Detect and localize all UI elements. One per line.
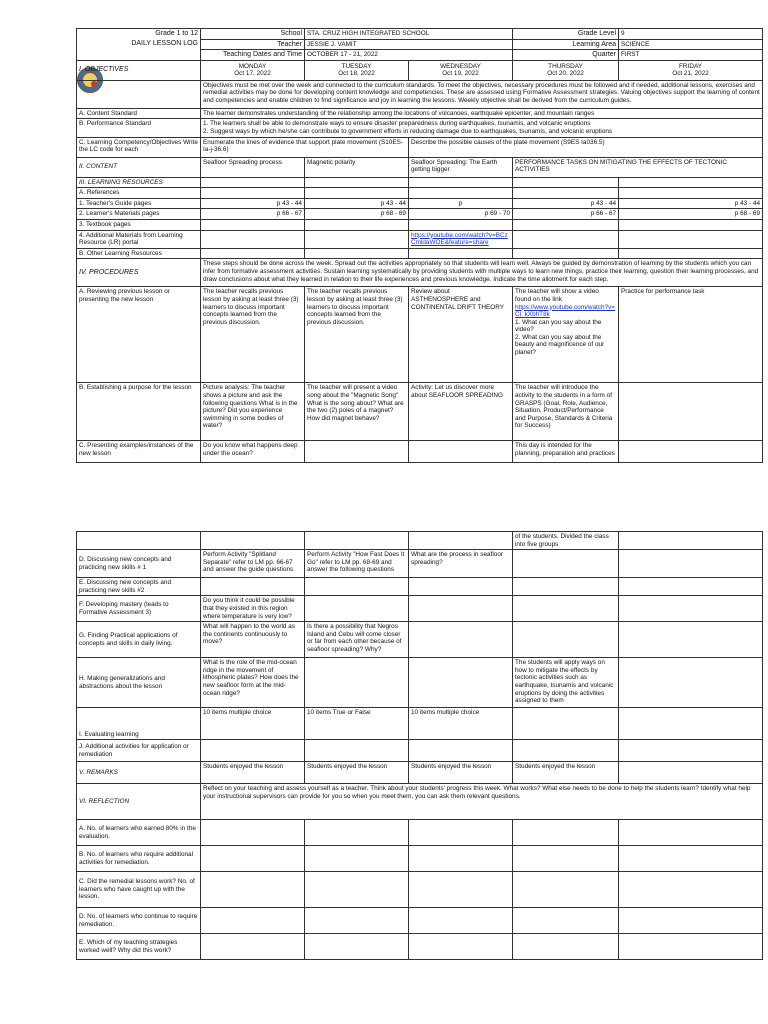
refl-d-wed (409, 908, 513, 934)
quarter-label: Quarter (513, 50, 619, 61)
day-thursday: THURSDAY Oct 20, 2022 (513, 60, 619, 80)
review-tue: The teacher recalls previous lesson by asking at least three (3) learners to discuss important concepts learned from the previous discussion. (305, 287, 409, 383)
remarks-mon: Students enjoyed the lesson (201, 762, 305, 784)
practical-wed (409, 622, 513, 658)
resources-cell-mon (201, 177, 305, 188)
day-tuesday: TUESDAY Oct 18, 2022 (305, 60, 409, 80)
refl-c-mon (201, 872, 305, 908)
references-cell-wed (409, 188, 513, 199)
resources-label: III. LEARNING RESOURCES (77, 177, 201, 188)
content-mon: Seafloor Spreading process (201, 157, 305, 177)
grade-level-value: 9 (619, 29, 763, 40)
reflection-label: VI. REFLECTION (77, 784, 201, 820)
textbook-cell-fri (619, 219, 763, 230)
refl-a-tue (305, 820, 409, 846)
day-wednesday: WEDNESDAY Oct 19, 2022 (409, 60, 513, 80)
day-monday: MONDAY Oct 17, 2022 (201, 60, 305, 80)
presenting-wed (409, 441, 513, 463)
lr-cell-tue (305, 230, 409, 248)
purpose-thu: The teacher will introduce the activity to the students in a form of GRASPS (Goal, Role, Audience, Situation, Product/Performance and Purpose, Standards & Criteria for Success) (513, 383, 619, 441)
references-cell-mon (201, 188, 305, 199)
refl-c-wed (409, 872, 513, 908)
textbook-cell-thu (513, 219, 619, 230)
remarks-thu: Students enjoyed the lesson (513, 762, 619, 784)
review-video-link[interactable]: https://www.youtube.com/watch?v=Cl_kXbhT8k (515, 303, 616, 319)
discussing1-tue: Perform Activity "How Fast Does It Go" refer to LM pp. 68-69 and answer the following questions (305, 550, 409, 578)
refl-b-wed (409, 846, 513, 872)
learning-area-value: SCIENCE (619, 39, 763, 50)
mastery-fri (619, 596, 763, 622)
additional-thu (513, 740, 619, 762)
school-value: STA. CRUZ HIGH INTEGRATED SCHOOL (305, 29, 513, 40)
discussing1-label: D. Discussing new concepts and practicing new skills # 1 (77, 550, 201, 578)
presenting-fri (619, 441, 763, 463)
performance-standard-text: 1. The learners shall be able to demonstrate ways to ensure disaster preparedness during earthquakes, tsunamis, and volcanic eruptions 2. Suggest ways by which he/she can contribute to government efforts in reducing damage due to earthquakes, tsunamis, and volcanic eruptions (201, 119, 763, 137)
lr-portal-link[interactable]: https://youtube.com/watch?v=BCzCmldaWOE&feature=share (411, 231, 508, 247)
discussing1-mon: Perform Activity "Splitland Separate" refer to LM pp. 66-67 and answer the guide questions (201, 550, 305, 578)
lm-mon: p 66 - 67 (201, 209, 305, 220)
presenting-thu-cont: of the students. Divided the class into five groups (513, 532, 619, 550)
evaluating-wed: 10 items multiple choice (409, 708, 513, 740)
learning-area-label: Learning Area (513, 39, 619, 50)
purpose-fri (619, 383, 763, 441)
p2-top-blank-label (77, 532, 201, 550)
content-wed: Seafloor Spreading: The Earth getting bigger (409, 157, 513, 177)
lr-portal-link-cell (409, 230, 513, 248)
practical-fri (619, 622, 763, 658)
p2-top-blank-tue (305, 532, 409, 550)
refl-a-thu (513, 820, 619, 846)
remarks-tue: Students enjoyed the lesson (305, 762, 409, 784)
practical-label: G. Finding Practical applications of concepts and skills in daily living. (77, 622, 201, 658)
dates-value: OCTOBER 17 - 21, 2022 (305, 50, 513, 61)
tg-label: 1. Teacher's Guide pages (77, 198, 201, 209)
mastery-mon: Do you think it could be possible that they existed in this region where temperature is very low? (201, 596, 305, 622)
review-wed: Review about ASTHENOSPHERE and CONTINENTAL DRIFT THEORY (409, 287, 513, 383)
tg-wed: p (409, 198, 513, 209)
reflection-row-b: B. No. of learners who require additional activities for remediation. (77, 846, 201, 872)
discussing1-fri (619, 550, 763, 578)
additional-fri (619, 740, 763, 762)
objectives-label: I. OBJECTIVES (77, 60, 201, 80)
teacher-value: JESSIE J. VAMIT (305, 39, 513, 50)
dates-label: Teaching Dates and Time (201, 50, 305, 61)
references-cell-thu (513, 188, 619, 199)
other-resources-label: B. Other Learning Resources (77, 248, 201, 259)
content-label: II. CONTENT (77, 157, 201, 177)
remarks-wed: Students enjoyed the lesson (409, 762, 513, 784)
practical-mon: What will happen to the world as the continents continuously to move? (201, 622, 305, 658)
objectives-note: Objectives must be met over the week and connected to the curriculum standards. To meet the objectives, necessary procedures must be followed and if needed, additional lessons, exercises and remedial activities may be done for developing content knowledge and competencies. These are assessed using Formative Assessment strategies. Valuing objectives support the learning of content and competencies and enable children to find significance and joy in learning the lessons. Weekly objective shall be derived from the curriculum guides. (201, 80, 763, 108)
daily-lesson-log-page-2 (76, 531, 763, 960)
content-tue: Magnetic polarity (305, 157, 409, 177)
refl-b-mon (201, 846, 305, 872)
reflection-row-d: D. No. of learners who continue to require remediation. (77, 908, 201, 934)
tg-mon: p 43 - 44 (201, 198, 305, 209)
refl-d-tue (305, 908, 409, 934)
content-standard-text: The learner demonstrates understanding of the relationship among the locations of volcanoes, earthquake epicenter, and mountain ranges (201, 108, 763, 119)
lr-cell-mon (201, 230, 305, 248)
refl-d-mon (201, 908, 305, 934)
tg-fri: p 43 - 44 (619, 198, 763, 209)
presenting-tue (305, 441, 409, 463)
tg-thu: p 43 - 44 (513, 198, 619, 209)
additional-wed (409, 740, 513, 762)
refl-a-wed (409, 820, 513, 846)
evaluating-mon: 10 items multiple choice (201, 708, 305, 740)
textbook-cell-wed (409, 219, 513, 230)
lm-wed: p 69 - 70 (409, 209, 513, 220)
generalizations-wed (409, 658, 513, 708)
resources-cell-wed (409, 177, 513, 188)
discussing2-fri (619, 578, 763, 596)
remarks-label: V. REMARKS (77, 762, 201, 784)
purpose-label: B. Establishing a purpose for the lesson (77, 383, 201, 441)
additional-mon (201, 740, 305, 762)
evaluating-fri (619, 708, 763, 740)
discussing2-mon (201, 578, 305, 596)
mastery-tue (305, 596, 409, 622)
refl-c-thu (513, 872, 619, 908)
other-cell-tue (305, 248, 409, 259)
refl-a-fri (619, 820, 763, 846)
refl-a-mon (201, 820, 305, 846)
teacher-label: Teacher (201, 39, 305, 50)
refl-b-thu (513, 846, 619, 872)
discussing2-thu (513, 578, 619, 596)
additional-label: J. Additional activities for application or remediation (77, 740, 201, 762)
references-cell-tue (305, 188, 409, 199)
generalizations-mon: What is the role of the mid-ocean ridge in the movement of lithospheric plates? How does the new seafloor form at the mid-ocean ridge? (201, 658, 305, 708)
mastery-label: F. Developing mastery (leads to Formative Assessment 3) (77, 596, 201, 622)
additional-tue (305, 740, 409, 762)
day-friday: FRIDAY Oct 21, 2022 (619, 60, 763, 80)
grade-range: Grade 1 to 12 (77, 29, 201, 40)
header-blank (77, 50, 201, 61)
references-cell-fri (619, 188, 763, 199)
discussing2-tue (305, 578, 409, 596)
refl-e-wed (409, 934, 513, 960)
lm-fri: p 68 - 69 (619, 209, 763, 220)
reflection-row-a: A. No. of learners who earned 80% in the evaluation. (77, 820, 201, 846)
school-label: School (201, 29, 305, 40)
review-mon: The teacher recalls previous lesson by asking at least three (3) learners to discuss important concepts learned from the previous discussion. (201, 287, 305, 383)
reflection-row-c: C. Did the remedial lessons work? No. of learners who have caught up with the lesson. (77, 872, 201, 908)
lr-portal-label: 4. Additional Materials from Learning Resource (LR) portal (77, 230, 201, 248)
generalizations-fri (619, 658, 763, 708)
purpose-wed: Activity: Let us discover more about SEAFLOOR SPREADING (409, 383, 513, 441)
p2-top-blank-fri (619, 532, 763, 550)
reflection-text: Reflect on your teaching and assess yourself as a teacher. Think about your students' progress this week. What works? What else needs to be done to help the students learn? Identify what help your instructional supervisors can provide for you so when you meet them, you can ask them relevant questions. (201, 784, 763, 820)
competency-label: C. Learning Competency/Objectives Write the LC code for each (77, 137, 201, 157)
objectives-blank (77, 80, 201, 108)
refl-c-fri (619, 872, 763, 908)
quarter-value: FIRST (619, 50, 763, 61)
refl-e-thu (513, 934, 619, 960)
purpose-tue: The teacher will present a video song about the "Magnetic Song" What is the song about? What are the two (2) poles of a magnet? How did magnet behave? (305, 383, 409, 441)
refl-e-mon (201, 934, 305, 960)
references-label: A. References (77, 188, 201, 199)
lr-cell-thu (513, 230, 619, 248)
mastery-thu (513, 596, 619, 622)
tg-tue: p 43 - 44 (305, 198, 409, 209)
evaluating-label: I. Evaluating learning (77, 708, 201, 740)
generalizations-thu: The students will apply ways on how to mitigate the effects by tectonic activities such as earthquake, tsunamis and volcanic eruptions by doing the activities assigned to them (513, 658, 619, 708)
resources-cell-tue (305, 177, 409, 188)
resources-cell-thu (513, 177, 619, 188)
procedures-note: These steps should be done across the week. Spread out the activities appropriately so that students will learn well. Always be guided by demonstration of learning by the students which you can infer from formative assessment activities. Sustain learning systematically by providing students with multiple ways to learn new things, practice their learning, question their learning processes, and draw conclusions about what they learned in relation to their life experiences and previous knowledge. Indicate the time allotment for each step. (201, 259, 763, 287)
discussing2-label: E. Discussing new concepts and practicing new skills #2 (77, 578, 201, 596)
remarks-fri (619, 762, 763, 784)
practical-thu (513, 622, 619, 658)
p2-top-blank-mon (201, 532, 305, 550)
other-cell-thu (513, 248, 619, 259)
discussing1-wed: What are the process in seafloor spreading? (409, 550, 513, 578)
content-standard-label: A. Content Standard (77, 108, 201, 119)
evaluating-tue: 10 items True or False (305, 708, 409, 740)
other-cell-mon (201, 248, 305, 259)
textbook-cell-mon (201, 219, 305, 230)
other-cell-wed (409, 248, 513, 259)
content-thu-fri: PERFORMANCE TASKS ON MITIGATING THE EFFECTS OF TECTONIC ACTIVITIES (513, 157, 763, 177)
refl-d-fri (619, 908, 763, 934)
procedures-label: IV. PROCEDURES (77, 259, 201, 287)
review-thu: The teacher will show a video found on the link https://www.youtube.com/watch?v=Cl_kXbhT8k 1. What can you say about the video? 2. What can you say about the beauty and magnificence of our planet? (513, 287, 619, 383)
refl-b-tue (305, 846, 409, 872)
lm-tue: p 68 - 69 (305, 209, 409, 220)
grade-level-label: Grade Level (513, 29, 619, 40)
textbook-label: 3. Textbook pages (77, 219, 201, 230)
refl-e-tue (305, 934, 409, 960)
presenting-thu: This day is intended for the planning, preparation and practices (513, 441, 619, 463)
generalizations-label: H. Making generalizations and abstractions about the lesson (77, 658, 201, 708)
lm-thu: p 66 - 67 (513, 209, 619, 220)
practical-tue: Is there a possibility that Negros Island and Cebu will come closer or far from each other because of seafloor spreading? Why? (305, 622, 409, 658)
other-cell-fri (619, 248, 763, 259)
resources-cell-fri (619, 177, 763, 188)
p2-top-blank-wed (409, 532, 513, 550)
review-fri: Practice for performance task (619, 287, 763, 383)
discussing1-thu (513, 550, 619, 578)
refl-d-thu (513, 908, 619, 934)
textbook-cell-tue (305, 219, 409, 230)
competency-wed-thu: Describe the possible causes of the plate movement (S9ES Ia036.5) (409, 137, 763, 157)
lr-cell-fri (619, 230, 763, 248)
reflection-row-e: E. Which of my teaching strategies worked well? Why did this work? (77, 934, 201, 960)
refl-b-fri (619, 846, 763, 872)
presenting-label: C. Presenting examples/instances of the new lesson (77, 441, 201, 463)
review-label: A. Reviewing previous lesson or presenting the new lesson (77, 287, 201, 383)
daily-lesson-log-page-1 (76, 28, 763, 463)
performance-standard-label: B. Performance Standard (77, 119, 201, 137)
discussing2-wed (409, 578, 513, 596)
refl-e-fri (619, 934, 763, 960)
generalizations-tue (305, 658, 409, 708)
mastery-wed (409, 596, 513, 622)
purpose-mon: Picture analysis: The teacher shows a picture and ask the following questions What is in the picture? Did you experience swimming in some bodies of water? (201, 383, 305, 441)
presenting-mon: Do you know what happens deep under the ocean? (201, 441, 305, 463)
log-title: DAILY LESSON LOG (77, 39, 201, 50)
lm-label: 2. Learner's Materials pages (77, 209, 201, 220)
refl-c-tue (305, 872, 409, 908)
competency-mon-tue: Enumerate the lines of evidence that support plate movement (S10ES-Ia-j-36.6) (201, 137, 409, 157)
evaluating-thu (513, 708, 619, 740)
